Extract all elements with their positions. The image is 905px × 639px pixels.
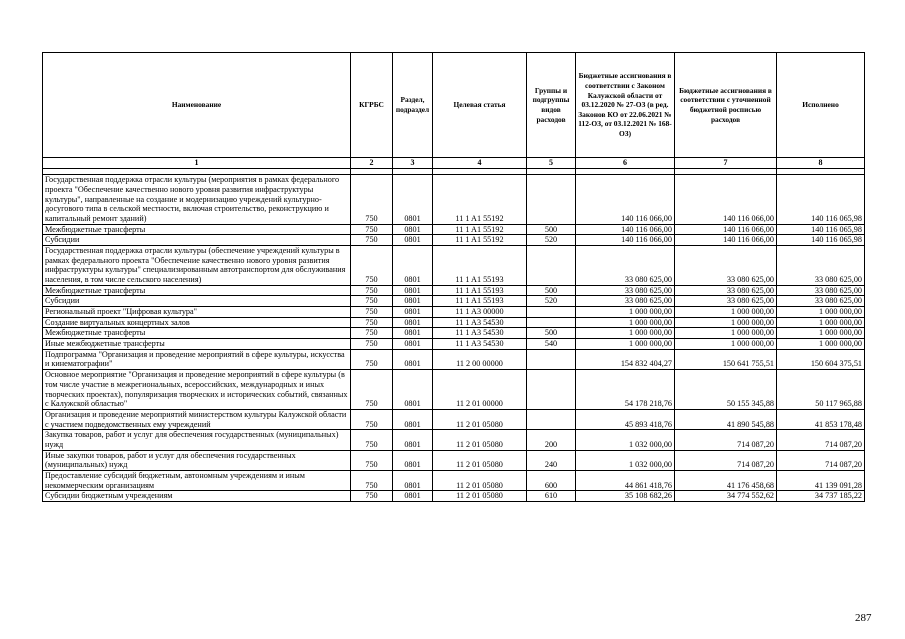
- row-kgrbs: 750: [351, 296, 393, 307]
- row-law-allocation: 33 080 625,00: [576, 246, 675, 286]
- row-expense-group: 200: [527, 430, 576, 450]
- row-law-allocation: 140 116 066,00: [576, 224, 675, 235]
- row-executed: 41 139 091,28: [777, 470, 865, 490]
- row-revised-allocation: 714 087,20: [675, 450, 777, 470]
- table-row: [43, 370, 865, 410]
- table-row: [43, 317, 865, 328]
- row-revised-allocation: 41 176 458,68: [675, 470, 777, 490]
- row-executed: 714 087,20: [777, 450, 865, 470]
- row-section: 0801: [393, 349, 433, 369]
- row-kgrbs: 750: [351, 430, 393, 450]
- table-row: [43, 430, 865, 450]
- row-kgrbs: 750: [351, 175, 393, 224]
- row-expense-group: 540: [527, 339, 576, 350]
- row-expense-group: 520: [527, 235, 576, 246]
- row-expense-group: 500: [527, 285, 576, 296]
- row-target-article: 11 1 A1 55192: [433, 235, 527, 246]
- row-kgrbs: 750: [351, 339, 393, 350]
- row-revised-allocation: 50 155 345,88: [675, 370, 777, 410]
- row-name: Межбюджетные трансферты: [43, 328, 351, 339]
- row-law-allocation: 54 178 218,76: [576, 370, 675, 410]
- row-revised-allocation: 140 116 066,00: [675, 175, 777, 224]
- row-kgrbs: 750: [351, 370, 393, 410]
- row-executed: 140 116 065,98: [777, 224, 865, 235]
- row-target-article: 11 2 01 00000: [433, 370, 527, 410]
- row-section: 0801: [393, 235, 433, 246]
- row-expense-group: 240: [527, 450, 576, 470]
- row-name: Субсидии бюджетным учреждениям: [43, 491, 351, 502]
- row-name: Межбюджетные трансферты: [43, 285, 351, 296]
- column-number: 6: [576, 158, 675, 169]
- row-kgrbs: 750: [351, 224, 393, 235]
- row-law-allocation: 33 080 625,00: [576, 296, 675, 307]
- row-name: Предоставление субсидий бюджетным, автономным учреждениям и иным некоммерческим организациям: [43, 470, 351, 490]
- row-law-allocation: 154 832 404,27: [576, 349, 675, 369]
- row-executed: 33 080 625,00: [777, 285, 865, 296]
- column-number: 5: [527, 158, 576, 169]
- row-section: 0801: [393, 450, 433, 470]
- row-section: 0801: [393, 370, 433, 410]
- header-name: Наименование: [43, 53, 351, 158]
- row-executed: 150 604 375,51: [777, 349, 865, 369]
- table-row: [43, 409, 865, 429]
- row-executed: 33 080 625,00: [777, 246, 865, 286]
- row-kgrbs: 750: [351, 349, 393, 369]
- header-executed: Исполнено: [777, 53, 865, 158]
- row-law-allocation: 45 893 418,76: [576, 409, 675, 429]
- row-target-article: 11 1 A3 54530: [433, 328, 527, 339]
- row-revised-allocation: 1 000 000,00: [675, 307, 777, 318]
- header-row: [43, 53, 865, 158]
- row-kgrbs: 750: [351, 285, 393, 296]
- row-revised-allocation: 33 080 625,00: [675, 285, 777, 296]
- row-revised-allocation: 150 641 755,51: [675, 349, 777, 369]
- row-executed: 33 080 625,00: [777, 296, 865, 307]
- row-target-article: 11 1 A1 55193: [433, 246, 527, 286]
- row-expense-group: [527, 409, 576, 429]
- header-law-allocations: Бюджетные ассигнования в соответствии с Законом Калужской области от 03.12.2020 № 27-ОЗ (в ред. Законов КО от 22.06.2021 № 112-ОЗ, от 03.12.2021 № 168-ОЗ): [576, 53, 675, 158]
- row-target-article: 11 2 01 05080: [433, 491, 527, 502]
- row-expense-group: 600: [527, 470, 576, 490]
- row-expense-group: 500: [527, 224, 576, 235]
- column-number: 8: [777, 158, 865, 169]
- table-row: [43, 175, 865, 224]
- row-kgrbs: 750: [351, 450, 393, 470]
- row-kgrbs: 750: [351, 246, 393, 286]
- row-expense-group: [527, 317, 576, 328]
- row-expense-group: [527, 349, 576, 369]
- row-section: 0801: [393, 224, 433, 235]
- row-expense-group: [527, 307, 576, 318]
- row-section: 0801: [393, 317, 433, 328]
- header-expense-group: Группы и подгруппы видов расходов: [527, 53, 576, 158]
- row-name: Иные закупки товаров, работ и услуг для обеспечения государственных (муниципальных) нужд: [43, 450, 351, 470]
- row-kgrbs: 750: [351, 317, 393, 328]
- row-expense-group: [527, 246, 576, 286]
- column-number: 7: [675, 158, 777, 169]
- header-revised-allocations: Бюджетные ассигнования в соответствии с уточненной бюджетной росписью расходов: [675, 53, 777, 158]
- row-executed: 1 000 000,00: [777, 339, 865, 350]
- row-kgrbs: 750: [351, 491, 393, 502]
- row-law-allocation: 44 861 418,76: [576, 470, 675, 490]
- table-row: [43, 328, 865, 339]
- row-revised-allocation: 140 116 066,00: [675, 235, 777, 246]
- row-target-article: 11 2 01 05080: [433, 450, 527, 470]
- row-expense-group: 520: [527, 296, 576, 307]
- row-target-article: 11 1 A1 55192: [433, 224, 527, 235]
- column-number: 2: [351, 158, 393, 169]
- table-row: [43, 285, 865, 296]
- row-revised-allocation: 140 116 066,00: [675, 224, 777, 235]
- row-law-allocation: 1 000 000,00: [576, 328, 675, 339]
- row-revised-allocation: 33 080 625,00: [675, 246, 777, 286]
- row-name: Подпрограмма "Организация и проведение мероприятий в сфере культуры, искусства и кинематографии": [43, 349, 351, 369]
- table-row: [43, 235, 865, 246]
- table-row: [43, 246, 865, 286]
- row-revised-allocation: 1 000 000,00: [675, 328, 777, 339]
- row-name: Государственная поддержка отрасли культуры (мероприятия в рамках федерального проекта "Обеспечение качественно нового уровня развития инфраструктуры культуры", направленные на создание и модернизацию учреждений культурно-досугового типа в сельской местности, включая строительство, реконструкцию и капитальный ремонт зданий): [43, 175, 351, 224]
- row-section: 0801: [393, 430, 433, 450]
- row-law-allocation: 140 116 066,00: [576, 235, 675, 246]
- row-law-allocation: 33 080 625,00: [576, 285, 675, 296]
- row-target-article: 11 2 00 00000: [433, 349, 527, 369]
- table-row: [43, 339, 865, 350]
- row-law-allocation: 1 032 000,00: [576, 430, 675, 450]
- column-number: 4: [433, 158, 527, 169]
- row-section: 0801: [393, 491, 433, 502]
- table-row: [43, 349, 865, 369]
- row-section: 0801: [393, 175, 433, 224]
- budget-table: [42, 52, 865, 502]
- row-law-allocation: 1 032 000,00: [576, 450, 675, 470]
- row-law-allocation: 1 000 000,00: [576, 339, 675, 350]
- table-row: [43, 296, 865, 307]
- row-executed: 140 116 065,98: [777, 235, 865, 246]
- table-row: [43, 470, 865, 490]
- table-row: [43, 491, 865, 502]
- row-section: 0801: [393, 285, 433, 296]
- row-executed: 34 737 185,22: [777, 491, 865, 502]
- row-name: Закупка товаров, работ и услуг для обеспечения государственных (муниципальных) нужд: [43, 430, 351, 450]
- row-kgrbs: 750: [351, 235, 393, 246]
- row-expense-group: 500: [527, 328, 576, 339]
- row-name: Межбюджетные трансферты: [43, 224, 351, 235]
- row-section: 0801: [393, 296, 433, 307]
- header-kgrbs: КГРБС: [351, 53, 393, 158]
- row-name: Иные межбюджетные трансферты: [43, 339, 351, 350]
- column-number: 1: [43, 158, 351, 169]
- row-revised-allocation: 1 000 000,00: [675, 317, 777, 328]
- row-executed: 1 000 000,00: [777, 317, 865, 328]
- table-row: [43, 450, 865, 470]
- row-section: 0801: [393, 307, 433, 318]
- row-law-allocation: 1 000 000,00: [576, 317, 675, 328]
- row-revised-allocation: 714 087,20: [675, 430, 777, 450]
- row-name: Региональный проект "Цифровая культура": [43, 307, 351, 318]
- row-executed: 140 116 065,98: [777, 175, 865, 224]
- row-name: Создание виртуальных концертных залов: [43, 317, 351, 328]
- header-target-article: Целевая статья: [433, 53, 527, 158]
- row-executed: 714 087,20: [777, 430, 865, 450]
- row-section: 0801: [393, 339, 433, 350]
- row-section: 0801: [393, 246, 433, 286]
- row-expense-group: [527, 175, 576, 224]
- row-target-article: 11 2 01 05080: [433, 430, 527, 450]
- row-name: Государственная поддержка отрасли культуры (обеспечение учреждений культуры в рамках федерального проекта "Обеспечение качественно нового уровня развития инфраструктуры культуры" специализированным автотранспортом для обслуживания населения, в том числе сельского населения): [43, 246, 351, 286]
- row-revised-allocation: 41 890 545,88: [675, 409, 777, 429]
- row-target-article: 11 2 01 05080: [433, 409, 527, 429]
- row-target-article: 11 1 A3 54530: [433, 317, 527, 328]
- column-number: 3: [393, 158, 433, 169]
- row-target-article: 11 1 A1 55193: [433, 285, 527, 296]
- row-revised-allocation: 1 000 000,00: [675, 339, 777, 350]
- column-number-row: [43, 158, 865, 169]
- row-target-article: 11 2 01 05080: [433, 470, 527, 490]
- row-expense-group: 610: [527, 491, 576, 502]
- row-section: 0801: [393, 470, 433, 490]
- row-law-allocation: 35 108 682,26: [576, 491, 675, 502]
- page-number: 287: [855, 612, 872, 624]
- row-target-article: 11 1 A3 54530: [433, 339, 527, 350]
- row-target-article: 11 1 A1 55193: [433, 296, 527, 307]
- row-name: Субсидии: [43, 235, 351, 246]
- row-name: Основное мероприятие "Организация и проведение мероприятий в сфере культуры (в том числе участие в межрегиональных, всероссийских, международных и иных творческих проектах), популяризация творческих и исторических событий, связанных с Калужской областью": [43, 370, 351, 410]
- row-revised-allocation: 34 774 552,62: [675, 491, 777, 502]
- row-law-allocation: 140 116 066,00: [576, 175, 675, 224]
- row-kgrbs: 750: [351, 470, 393, 490]
- row-executed: 50 117 965,88: [777, 370, 865, 410]
- row-kgrbs: 750: [351, 328, 393, 339]
- row-executed: 1 000 000,00: [777, 307, 865, 318]
- row-revised-allocation: 33 080 625,00: [675, 296, 777, 307]
- row-section: 0801: [393, 328, 433, 339]
- row-kgrbs: 750: [351, 409, 393, 429]
- row-executed: 41 853 178,48: [777, 409, 865, 429]
- row-target-article: 11 1 A1 55192: [433, 175, 527, 224]
- row-expense-group: [527, 370, 576, 410]
- row-kgrbs: 750: [351, 307, 393, 318]
- row-name: Субсидии: [43, 296, 351, 307]
- row-target-article: 11 1 A3 00000: [433, 307, 527, 318]
- header-section: Раздел, подраздел: [393, 53, 433, 158]
- row-executed: 1 000 000,00: [777, 328, 865, 339]
- row-name: Организация и проведение мероприятий министерством культуры Калужской области с участием подведомственных ему учреждений: [43, 409, 351, 429]
- table-row: [43, 224, 865, 235]
- table-row: [43, 307, 865, 318]
- row-section: 0801: [393, 409, 433, 429]
- row-law-allocation: 1 000 000,00: [576, 307, 675, 318]
